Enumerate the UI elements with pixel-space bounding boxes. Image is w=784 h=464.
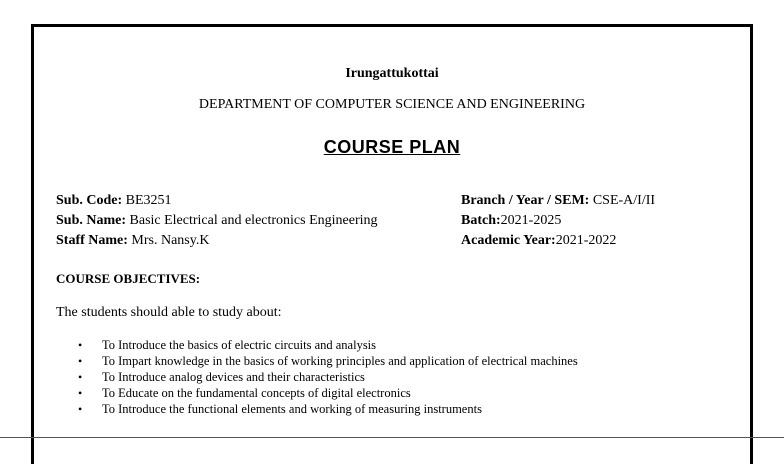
bullet-icon: • [78, 354, 83, 368]
list-item: • To Educate on the fundamental concepts of digital electronics [78, 386, 411, 400]
staff-name-label: Staff Name: [56, 233, 128, 248]
list-item: • To Introduce analog devices and their characteristics [78, 370, 365, 384]
academic-year-value: 2021-2022 [555, 233, 617, 248]
bullet-icon: • [78, 386, 83, 400]
page-divider [0, 437, 784, 438]
batch-label: Batch: [461, 213, 501, 228]
sub-code-label: Sub. Code: [56, 193, 123, 208]
batch-field [461, 213, 561, 229]
list-item: • To Introduce the functional elements and working of measuring instruments [78, 402, 482, 416]
sub-code-field [56, 193, 172, 209]
objectives-heading: COURSE OBJECTIVES: [56, 271, 201, 286]
sub-name-field [56, 213, 378, 229]
objectives-intro: The students should able to study about: [56, 305, 282, 320]
sub-name-value: Basic Electrical and electronics Engineering [129, 213, 378, 228]
sub-code-value: BE3251 [125, 193, 172, 208]
academic-year-label: Academic Year: [461, 233, 556, 248]
bullet-icon: • [78, 402, 83, 416]
document-title: COURSE PLAN [323, 137, 461, 157]
staff-name-field [56, 233, 209, 249]
branch-field [461, 193, 655, 209]
bullet-icon: • [78, 370, 83, 384]
college-name: Irungattukottai [345, 66, 439, 81]
list-item: • To Introduce the basics of electric circuits and analysis [78, 338, 377, 352]
objectives-list [76, 337, 578, 417]
branch-value: CSE-A/I/II [592, 193, 656, 208]
department-heading: DEPARTMENT OF COMPUTER SCIENCE AND ENGINEERING [198, 97, 586, 112]
list-item: • To Impart knowledge in the basics of working principles and application of electrical machines [78, 354, 578, 368]
sub-name-label: Sub. Name: [56, 213, 127, 228]
academic-year-field [461, 233, 616, 249]
staff-name-value: Mrs. Nansy.K [131, 233, 210, 248]
batch-value: 2021-2025 [500, 213, 562, 228]
bullet-icon: • [78, 338, 83, 352]
branch-label: Branch / Year / SEM: [461, 193, 590, 208]
